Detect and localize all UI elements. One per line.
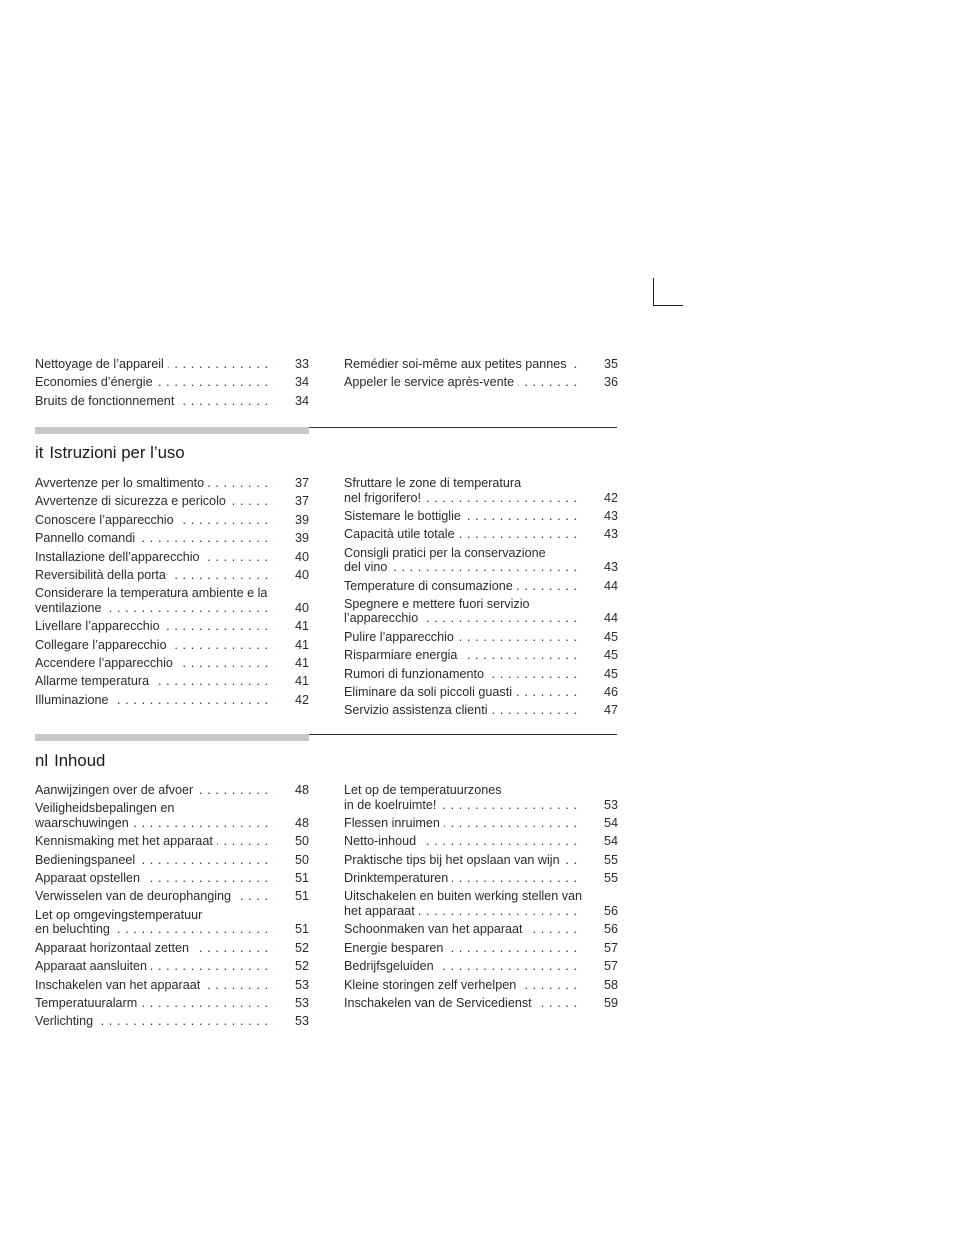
toc-entry[interactable] <box>344 685 618 700</box>
toc-entry-page: 33 <box>294 357 309 371</box>
section-divider-it <box>35 427 617 436</box>
toc-entry[interactable] <box>344 375 618 390</box>
toc-entry-page: 59 <box>603 995 618 1010</box>
toc-entry[interactable] <box>344 597 618 626</box>
toc-entry-title-line1: Let op de temperatuurzones <box>344 783 502 797</box>
toc-entry-title: l’apparecchio <box>344 611 422 625</box>
toc-fr-left-column <box>35 357 309 412</box>
toc-entry-title: Rumori di funzionamento <box>344 667 488 681</box>
toc-entry-page: 41 <box>294 619 309 634</box>
toc-entry[interactable] <box>35 834 309 849</box>
toc-entry-title: Bruits de fonctionnement <box>35 394 178 408</box>
toc-entry[interactable] <box>344 509 618 524</box>
toc-entry-page: 56 <box>603 903 618 918</box>
toc-entry[interactable] <box>35 656 309 671</box>
toc-entry-page: 57 <box>603 940 618 955</box>
toc-entry-page: 44 <box>603 578 618 593</box>
toc-entry-page: 40 <box>294 567 309 582</box>
toc-entry-title: Netto-inhoud <box>344 834 420 848</box>
toc-entry-page: 46 <box>603 685 618 700</box>
toc-fr-right-column <box>344 357 618 394</box>
toc-entry-page: 54 <box>603 815 618 830</box>
toc-entry-page: 55 <box>603 871 618 886</box>
toc-entry-title: Illuminazione <box>35 693 113 707</box>
toc-entry[interactable] <box>344 959 618 974</box>
toc-entry[interactable] <box>35 375 309 390</box>
toc-entry-title: Praktische tips bij het opslaan van wijn <box>344 853 564 867</box>
toc-entry-page: 50 <box>294 852 309 867</box>
toc-entry[interactable] <box>35 513 309 528</box>
toc-entry-page: 42 <box>294 692 309 707</box>
toc-entry-page: 40 <box>294 600 309 615</box>
toc-entry-title: Installazione dell’apparecchio <box>35 550 204 564</box>
toc-entry-title: Risparmiare energia <box>344 648 461 662</box>
toc-entry[interactable] <box>344 546 618 575</box>
section-title: Istruzioni per l’uso <box>49 443 185 462</box>
toc-entry-title: Kleine storingen zelf verhelpen <box>344 978 520 992</box>
toc-entry-page: 50 <box>294 834 309 849</box>
toc-entry-title: Inschakelen van het apparaat <box>35 978 204 992</box>
toc-entry-page: 45 <box>603 648 618 663</box>
toc-entry-title: Schoonmaken van het apparaat <box>344 922 527 936</box>
toc-entry[interactable] <box>344 357 618 372</box>
toc-entry[interactable] <box>35 941 309 956</box>
toc-entry[interactable] <box>35 908 309 937</box>
toc-entry-title: Kennismaking met het apparaat <box>35 834 217 848</box>
toc-entry-page: 54 <box>603 834 618 849</box>
divider-rule <box>309 734 617 735</box>
toc-entry-page: 41 <box>294 637 309 652</box>
toc-entry-title: Aanwijzingen over de afvoer <box>35 783 197 797</box>
toc-entry[interactable] <box>35 853 309 868</box>
toc-entry-title: Servizio assistenza clienti <box>344 703 492 717</box>
toc-entry-page: 42 <box>603 490 618 505</box>
toc-entry-title: Allarme temperatura <box>35 674 153 688</box>
toc-entry[interactable] <box>344 941 618 956</box>
toc-entry[interactable] <box>35 871 309 886</box>
toc-entry-title: Apparaat aansluiten <box>35 959 151 973</box>
toc-entry-page: 53 <box>294 1014 309 1029</box>
toc-entry-title: Reversibilità della porta <box>35 568 170 582</box>
toc-entry-title: Livellare l’apparecchio <box>35 619 164 633</box>
toc-entry[interactable] <box>35 978 309 993</box>
toc-entry-page: 39 <box>294 531 309 546</box>
toc-entry-page: 48 <box>294 815 309 830</box>
toc-entry-title: ventilazione <box>35 601 106 615</box>
toc-entry-page: 44 <box>603 611 618 626</box>
toc-entry-page: 47 <box>603 703 618 718</box>
toc-entry-page: 58 <box>603 977 618 992</box>
toc-entry-page: 35 <box>603 357 618 371</box>
toc-entry-title: Apparaat opstellen <box>35 871 144 885</box>
toc-entry-title-line1: Sfruttare le zone di temperatura <box>344 476 522 490</box>
toc-entry[interactable] <box>35 674 309 689</box>
section-divider-nl <box>35 734 617 743</box>
toc-entry-page: 45 <box>603 666 618 681</box>
toc-entry-page: 40 <box>294 549 309 564</box>
toc-entry[interactable] <box>35 586 309 615</box>
toc-entry-page: 36 <box>603 375 618 390</box>
toc-entry-page: 41 <box>294 674 309 689</box>
toc-entry-page: 55 <box>603 852 618 867</box>
toc-entry[interactable] <box>344 476 618 505</box>
toc-entry[interactable] <box>344 648 618 663</box>
toc-entry-page: 53 <box>294 995 309 1010</box>
toc-entry-title: Capacità utile totale <box>344 527 459 541</box>
toc-entry-title: Bedrijfsgeluiden <box>344 959 438 973</box>
toc-entry-title: Pulire l’apparecchio <box>344 630 458 644</box>
toc-entry-title: in de koelruimte! <box>344 798 440 812</box>
toc-entry-page: 51 <box>294 871 309 886</box>
toc-entry-title: Inschakelen van de Servicedienst <box>344 996 536 1010</box>
divider-rule <box>309 427 617 428</box>
toc-entry-page: 43 <box>603 527 618 542</box>
toc-entry-title: Apparaat horizontaal zetten <box>35 941 193 955</box>
toc-entry[interactable] <box>35 619 309 634</box>
toc-entry-title: Remédier soi-même aux petites pannes <box>344 357 571 371</box>
toc-entry[interactable] <box>344 579 618 594</box>
toc-entry-title: waarschuwingen <box>35 816 133 830</box>
toc-entry-title: Drinktemperaturen <box>344 871 452 885</box>
toc-nl-right-column <box>344 783 618 1014</box>
toc-entry-page: 34 <box>294 375 309 390</box>
toc-entry[interactable] <box>344 527 618 542</box>
toc-entry-title: Avvertenze di sicurezza e pericolo <box>35 494 230 508</box>
toc-entry[interactable] <box>35 394 309 409</box>
toc-entry[interactable] <box>344 816 618 831</box>
toc-entry[interactable] <box>35 1014 309 1029</box>
section-title: Inhoud <box>54 751 106 770</box>
toc-nl-left-column <box>35 783 309 1033</box>
language-code: it <box>35 443 44 462</box>
toc-entry-title: Appeler le service après-vente <box>344 375 518 389</box>
toc-entry-page: 43 <box>603 508 618 523</box>
language-code: nl <box>35 751 49 770</box>
toc-entry-page: 53 <box>294 977 309 992</box>
toc-it-right-column <box>344 476 618 722</box>
toc-entry[interactable] <box>35 531 309 546</box>
toc-entry-title-line1: Let op omgevingstemperatuur <box>35 907 203 922</box>
toc-entry[interactable] <box>35 889 309 904</box>
toc-entry-title: Sistemare le bottiglie <box>344 509 465 523</box>
toc-entry[interactable] <box>344 853 618 868</box>
toc-entry-page: 43 <box>603 560 618 575</box>
divider-bar <box>35 427 309 434</box>
toc-entry[interactable] <box>35 996 309 1011</box>
toc-entry-page: 37 <box>294 494 309 509</box>
toc-entry-title-line1: Veiligheidsbepalingen en <box>35 801 175 816</box>
toc-entry[interactable] <box>35 357 309 372</box>
toc-entry[interactable] <box>344 871 618 886</box>
toc-entry[interactable] <box>344 978 618 993</box>
toc-entry-title-line1: Consigli pratici per la conservazione <box>344 545 546 560</box>
toc-entry[interactable] <box>344 996 618 1011</box>
toc-entry[interactable] <box>35 693 309 708</box>
toc-entry-title: Verlichting <box>35 1014 97 1028</box>
toc-it-left-column <box>35 476 309 711</box>
toc-entry-page: 51 <box>294 922 309 937</box>
toc-entry-page: 52 <box>294 940 309 955</box>
toc-entry-page: 39 <box>294 512 309 527</box>
toc-entry[interactable] <box>344 630 618 645</box>
crop-mark <box>653 278 683 306</box>
toc-entry-title-line1: Spegnere e mettere fuori servizio <box>344 596 530 611</box>
toc-entry-title: nel frigorifero! <box>344 491 425 505</box>
toc-entry-title: del vino <box>344 560 391 574</box>
toc-entry[interactable] <box>35 783 309 798</box>
toc-entry-page: 57 <box>603 959 618 974</box>
toc-entry[interactable] <box>35 568 309 583</box>
toc-entry-title: en beluchting <box>35 922 114 936</box>
section-heading-nl <box>35 751 105 771</box>
toc-entry-title: Economies d’énergie <box>35 375 157 389</box>
toc-entry-title: Avvertenze per lo smaltimento <box>35 476 208 490</box>
toc-entry[interactable] <box>344 667 618 682</box>
toc-entry-page: 56 <box>603 922 618 937</box>
toc-entry[interactable] <box>35 494 309 509</box>
toc-entry-title: Temperatuuralarm <box>35 996 141 1010</box>
toc-entry-page: 52 <box>294 959 309 974</box>
toc-entry-title: Flessen inruimen <box>344 816 444 830</box>
toc-entry[interactable] <box>35 959 309 974</box>
toc-entry[interactable] <box>35 476 309 491</box>
toc-entry-title: Accendere l’apparecchio <box>35 656 177 670</box>
toc-entry-page: 51 <box>294 889 309 904</box>
toc-entry-title-line1: Considerare la temperatura ambiente e la <box>35 586 268 601</box>
toc-entry-title-line1: Uitschakelen en buiten werking stellen van <box>344 889 583 904</box>
toc-entry-title: Nettoyage de l’appareil <box>35 357 168 371</box>
toc-entry-title: Bedieningspaneel <box>35 853 139 867</box>
toc-entry[interactable] <box>344 703 618 718</box>
toc-entry-title: Verwisselen van de deurophanging <box>35 889 235 903</box>
toc-entry[interactable] <box>35 801 309 830</box>
toc-entry-page: 53 <box>603 797 618 812</box>
toc-entry[interactable] <box>35 638 309 653</box>
toc-entry-title: Collegare l’apparecchio <box>35 638 171 652</box>
toc-entry[interactable] <box>344 783 618 812</box>
toc-entry[interactable] <box>344 889 618 918</box>
toc-entry-page: 48 <box>294 783 309 797</box>
section-heading-it <box>35 443 185 463</box>
toc-entry-title: Eliminare da soli piccoli guasti <box>344 685 516 699</box>
toc-entry-title: het apparaat <box>344 904 419 918</box>
toc-entry-title: Energie besparen <box>344 941 447 955</box>
toc-entry-page: 34 <box>294 393 309 408</box>
toc-entry-title: Pannello comandi <box>35 531 139 545</box>
toc-entry-page: 45 <box>603 629 618 644</box>
toc-entry[interactable] <box>344 834 618 849</box>
toc-entry-page: 41 <box>294 656 309 671</box>
toc-entry-title: Conoscere l’apparecchio <box>35 513 178 527</box>
toc-entry[interactable] <box>344 922 618 937</box>
toc-entry[interactable] <box>35 550 309 565</box>
divider-bar <box>35 734 309 741</box>
toc-entry-page: 37 <box>294 476 309 490</box>
toc-entry-title: Temperature di consumazione <box>344 579 517 593</box>
